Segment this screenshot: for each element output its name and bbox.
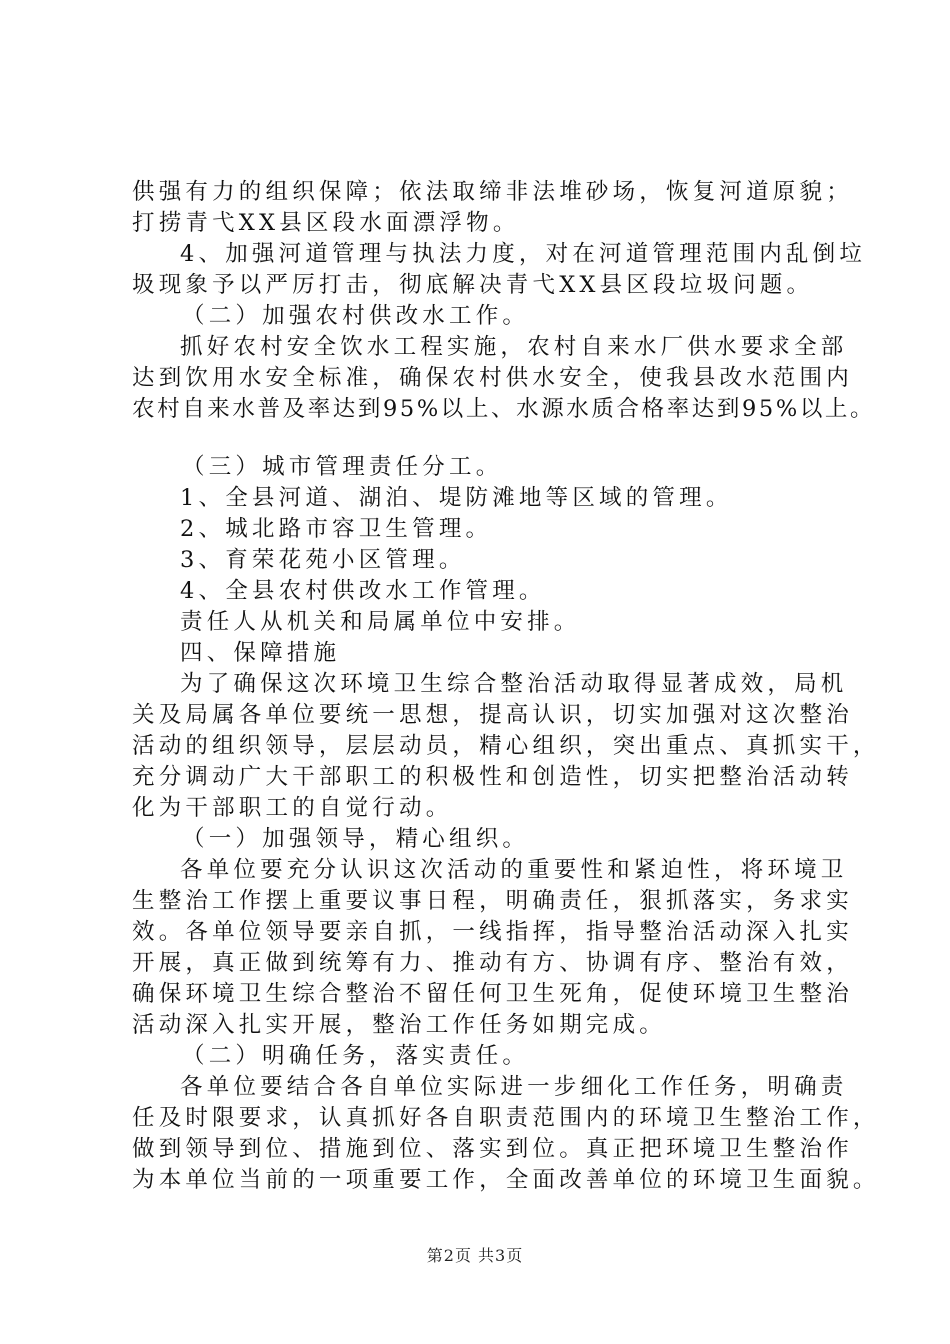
text-line: 开展，真正做到统筹有力、推动有方、协调有序、整治有效，	[132, 950, 853, 976]
text-line: 生整治工作摆上重要议事日程，明确责任，狠抓落实，务求实	[132, 888, 853, 914]
text-line: 1、全县河道、湖泊、堤防滩地等区域的管理。	[180, 485, 733, 511]
text-line: 做到领导到位、措施到位、落实到位。真正把环境卫生整治作	[132, 1136, 853, 1162]
text-line: 充分调动广大干部职工的积极性和创造性，切实把整治活动转	[132, 764, 853, 790]
text-line: 效。各单位领导要亲自抓，一线指挥，指导整治活动深入扎实	[132, 919, 853, 945]
section-heading: （二）明确任务，落实责任。	[182, 1043, 530, 1069]
text-line: 为了确保这次环境卫生综合整治活动取得显著成效，局机	[180, 671, 848, 697]
section-heading: （三）城市管理责任分工。	[182, 454, 503, 480]
text-line: 责任人从机关和局属单位中安排。	[180, 609, 581, 635]
text-line: 4、全县农村供改水工作管理。	[180, 578, 546, 604]
text-line: 圾现象予以严厉打击，彻底解决青弋XX县区段垃圾问题。	[132, 272, 814, 298]
text-line: 任及时限要求，认真抓好各自职责范围内的环境卫生整治工作，	[132, 1105, 880, 1131]
text-line: 抓好农村安全饮水工程实施，农村自来水厂供水要求全部	[180, 334, 848, 360]
text-line: 各单位要充分认识这次活动的重要性和紧迫性，将环境卫	[180, 857, 848, 883]
section-heading: 四、保障措施	[180, 640, 341, 666]
document-body	[132, 177, 880, 1196]
text-line: 打捞青弋XX县区段水面漂浮物。	[132, 210, 520, 236]
text-line: 达到饮用水安全标准，确保农村供水安全，使我县改水范围内	[132, 365, 853, 391]
text-line: 化为干部职工的自觉行动。	[132, 795, 453, 821]
text-line: 供强有力的组织保障；依法取缔非法堆砂场，恢复河道原貌；	[132, 179, 853, 205]
text-line: 各单位要结合各自单位实际进一步细化工作任务，明确责	[180, 1074, 848, 1100]
text-line: 关及局属各单位要统一思想，提高认识，切实加强对这次整治	[132, 702, 853, 728]
text-line: 4、加强河道管理与执法力度，对在河道管理范围内乱倒垃	[180, 241, 867, 267]
page-number-footer: 第2页 共3页	[426, 1246, 524, 1265]
paragraph-gap	[132, 425, 852, 452]
text-line: 活动的组织领导，层层动员，精心组织，突出重点、真抓实干，	[132, 733, 880, 759]
text-line: 农村自来水普及率达到95%以上、水源水质合格率达到95%以上。	[132, 396, 876, 422]
text-line: 为本单位当前的一项重要工作，全面改善单位的环境卫生面貌。	[132, 1167, 880, 1193]
section-heading: （二）加强农村供改水工作。	[182, 303, 530, 329]
text-line: 2、城北路市容卫生管理。	[180, 516, 493, 542]
section-heading: （一）加强领导，精心组织。	[182, 826, 530, 852]
text-line: 3、育荣花苑小区管理。	[180, 547, 466, 573]
text-line: 确保环境卫生综合整治不留任何卫生死角，促使环境卫生整治	[132, 981, 853, 1007]
text-line: 活动深入扎实开展，整治工作任务如期完成。	[132, 1012, 667, 1038]
